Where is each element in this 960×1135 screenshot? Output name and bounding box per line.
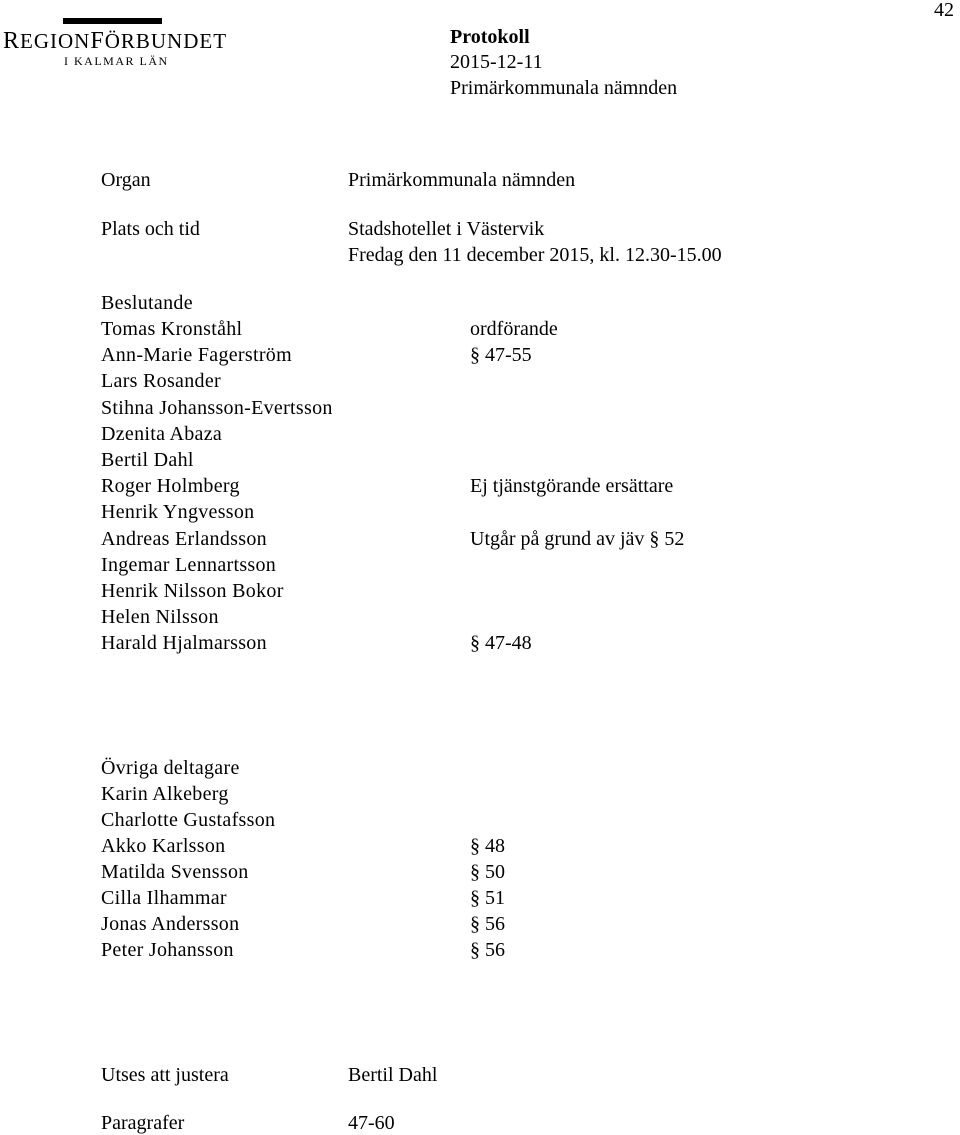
ovriga-heading: Övriga deltagare (101, 757, 240, 779)
list-item: Henrik Yngvesson (101, 501, 255, 523)
list-item: Dzenita Abaza (101, 423, 223, 445)
list-item-note: § 56 (470, 939, 505, 961)
list-item: Harald Hjalmarsson (101, 632, 267, 654)
logo-wordmark: REGIONFÖRBUNDET (3, 28, 228, 54)
list-item-note: § 48 (470, 835, 505, 857)
list-item: Roger Holmberg (101, 475, 240, 497)
list-item-note: § 47-55 (470, 344, 532, 366)
list-item: Helen Nilsson (101, 606, 219, 628)
organ-label: Organ (101, 169, 151, 191)
list-item: Cilla Ilhammar (101, 887, 227, 909)
list-item: Stihna Johansson-Evertsson (101, 397, 333, 419)
logo-subtitle: I KALMAR LÄN (64, 54, 169, 68)
document-organ: Primärkommunala nämnden (450, 77, 678, 99)
document-date: 2015-12-11 (450, 51, 543, 73)
place-label: Plats och tid (101, 218, 200, 240)
list-item: Henrik Nilsson Bokor (101, 580, 284, 602)
list-item: Akko Karlsson (101, 835, 226, 857)
list-item: Karin Alkeberg (101, 783, 229, 805)
paragrafer-label: Paragrafer (101, 1112, 185, 1134)
document-title: Protokoll (450, 26, 530, 48)
paragrafer-value: 47-60 (348, 1112, 395, 1134)
organ-value: Primärkommunala nämnden (348, 169, 576, 191)
justera-label: Utses att justera (101, 1064, 229, 1086)
list-item-note: ordförande (470, 318, 558, 340)
list-item-note: § 51 (470, 887, 505, 909)
list-item: Jonas Andersson (101, 913, 240, 935)
list-item-note: § 50 (470, 861, 505, 883)
justera-value: Bertil Dahl (348, 1064, 438, 1086)
list-item: Charlotte Gustafsson (101, 809, 276, 831)
list-item-note: Utgår på grund av jäv § 52 (470, 528, 685, 550)
list-item: Lars Rosander (101, 370, 221, 392)
list-item-note: Ej tjänstgörande ersättare (470, 475, 674, 497)
logo-bar (63, 18, 162, 24)
beslutande-heading: Beslutande (101, 292, 193, 314)
place-value: Stadshotellet i Västervik (348, 218, 545, 240)
list-item-note: § 47-48 (470, 632, 532, 654)
list-item-note: § 56 (470, 913, 505, 935)
list-item: Andreas Erlandsson (101, 528, 267, 550)
list-item: Tomas Kronståhl (101, 318, 243, 340)
list-item: Peter Johansson (101, 939, 234, 961)
list-item: Ingemar Lennartsson (101, 554, 277, 576)
page-number: 42 (934, 0, 954, 21)
list-item: Bertil Dahl (101, 449, 194, 471)
list-item: Matilda Svensson (101, 861, 249, 883)
time-value: Fredag den 11 december 2015, kl. 12.30-15.00 (348, 244, 722, 266)
list-item: Ann-Marie Fagerström (101, 344, 292, 366)
